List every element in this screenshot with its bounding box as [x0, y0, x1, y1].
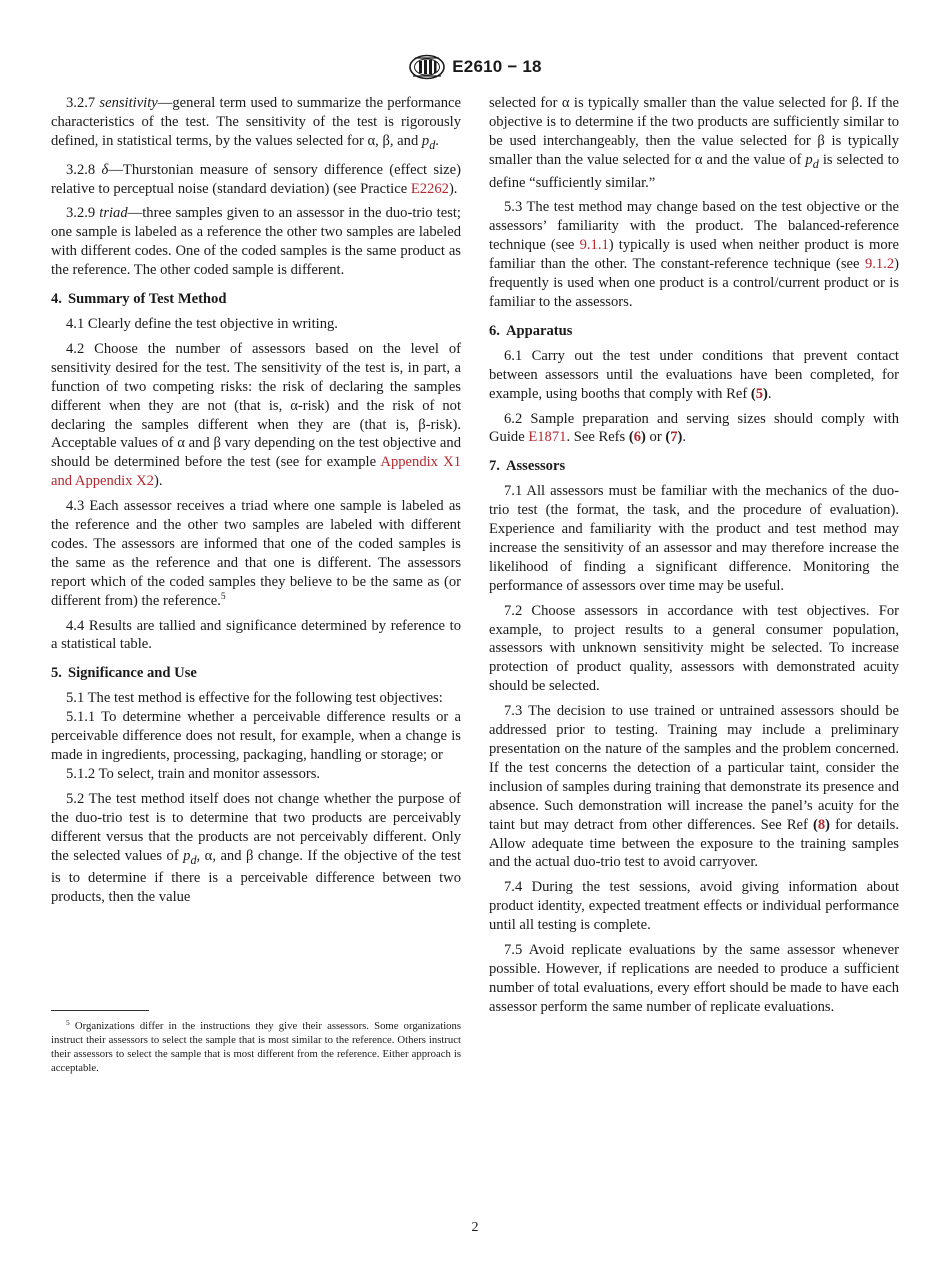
paragraph-6-2: 6.2 Sample preparation and serving sizes should comply with Guide E1871. See Refs (6) or (7).	[489, 410, 899, 446]
page-number: 2	[471, 1220, 479, 1235]
paragraph-4-3: 4.3 Each assessor receives a triad where one sample is labeled as the reference and the other two samples are labeled with different codes. The assessors are informed that one of the coded samples is the same as the reference and that one is different. The assessors report which of the coded samples they believe to be the same as (or different from) the reference.$^5$	[51, 498, 461, 609]
section-heading-7: 7. Assessors	[489, 458, 566, 475]
reference-5[interactable]: (5)	[750, 385, 768, 402]
paragraph-3-2-8: 3.2.8 δ—Thurstonian measure of sensory difference (effect size) relative to perceptual noise (standard deviation) (see Practice E2262).	[51, 161, 461, 197]
link-9-1-1[interactable]: 9.1.1	[579, 237, 609, 254]
paragraph-5-1-1: 5.1.1 To determine whether a perceivable difference results or a perceivable difference does not result, for example, when a change is made in ingredients, processing, packaging, handling or storage; or	[51, 709, 461, 763]
paragraph-4-4: 4.4 Results are tallied and significance determined by reference to a statistical table.	[51, 617, 461, 653]
link-e2262[interactable]: E2262	[410, 180, 449, 197]
reference-6[interactable]: (6)	[628, 429, 646, 446]
link-e1871[interactable]: E1871	[528, 429, 567, 446]
left-column	[51, 94, 461, 913]
paragraph-5-3: 5.3 The test method may change based on the test objective or the assessors’ familiarity with the product. The balanced-reference technique (see 9.1.1) typically is used when neither product is more familiar than the other. The constant-reference technique (see 9.1.2) frequently is used when one product is a control/current product or is familiar to the assessors.	[489, 199, 899, 310]
document-designation: E2610 − 18	[452, 57, 542, 76]
link-9-1-2[interactable]: 9.1.2	[864, 256, 895, 273]
paragraph-4-1: 4.1 Clearly define the test objective in writing.	[66, 315, 338, 332]
paragraph-3-2-9: 3.2.9 triad—three samples given to an assessor in the duo-trio test; one sample is labeled as a reference the other two samples are labeled with different codes. One of the coded samples is the same product as the reference. The other coded sample is different.	[51, 205, 461, 279]
astm-logo-icon	[408, 54, 446, 80]
link-appendix[interactable]: Appendix X1 and Appendix X2	[51, 454, 461, 490]
paragraph-5-2-continued: selected for α is typically smaller than the value selected for β. If the objective is to determine if the two products are sufficiently similar to be used interchangeably, then the value selected for β is typically smaller than the value selected for α and the value of $p_d$ is selected to define “sufficiently similar.”	[489, 95, 899, 191]
paragraph-5-1: 5.1 The test method is effective for the following test objectives:	[66, 690, 443, 707]
paragraph-3-2-7: 3.2.7 sensitivity—general term used to summarize the performance characteristics of the test. The sensitivity of the test is rigorously defined, in statistical terms, by the values selected for α, β, and $p_d$.	[51, 95, 461, 152]
paragraph-7-2: 7.2 Choose assessors in accordance with test objectives. For example, to project results to a general consumer population, assessors with unknown sensitivity might be selected. To increase protection of product quality, assessors with demonstrated acuity should be selected.	[489, 602, 899, 695]
paragraph-7-4: 7.4 During the test sessions, avoid giving information about product identity, expected treatment effects or individual performance until all testing is complete.	[489, 879, 899, 934]
reference-8[interactable]: (8)	[812, 816, 831, 833]
reference-7[interactable]: (7)	[665, 429, 683, 446]
paragraph-7-5: 7.5 Avoid replicate evaluations by the same assessor whenever possible. However, if replications are needed to produce a sufficient number of total evaluations, every effort should be made to have each assessor perform the same number of replicate evaluations.	[489, 942, 899, 1015]
footnote-rule	[51, 1010, 149, 1011]
page-header	[0, 54, 950, 84]
footnote: $^5$ Organizations differ in the instructions they give their assessors. Some organizations instruct their assessors to select the sample that is most similar to the reference. Others instruct their assessors to select the sample that is most different from the reference. Either approach is acceptable.	[51, 1018, 462, 1074]
footnote-mark[interactable]: 5	[220, 591, 226, 602]
paragraph-7-3: 7.3 The decision to use trained or untrained assessors should be addressed prior to testing. Training may include a preliminary presentation on the nature of the samples and the problem concerned. If the test concerns the detection of a particular taint, consider the inclusion of samples during training that demonstrate its presence and absence. Such demonstration will increase the panel’s acuity for the taint but may detract from other differences. See Ref (8) for details. Allow adequate time between the exposure to the training samples and the actual duo-trio test to avoid carryover.	[489, 703, 899, 871]
paragraph-5-2: 5.2 The test method itself does not change whether the purpose of the duo-trio test is to determine that two products are perceivably different versus that the products are not perceivably different. Only the selected values of $p_d$, α, and β change. If the objective of the test is to determine if there is a perceivable difference between two products, then the value	[51, 790, 461, 906]
paragraph-7-1: 7.1 All assessors must be familiar with the mechanics of the duo-trio test (the format, the task, and the procedure of evaluation). Experience and familiarity with the product and test method may increase the sensitivity of an assessor and may therefore increase the likelihood of finding a significant difference. Monitoring the performance of assessors over time may be useful.	[489, 483, 899, 594]
paragraph-6-1: 6.1 Carry out the test under conditions that prevent contact between assessors until the evaluations have been completed, for example, using booths that comply with Ref (5).	[489, 347, 899, 402]
right-column	[489, 94, 899, 1023]
paragraph-5-1-2: 5.1.2 To select, train and monitor assessors.	[66, 765, 321, 782]
section-heading-6: 6. Apparatus	[489, 322, 573, 339]
section-heading-4: 4. Summary of Test Method	[51, 291, 227, 308]
section-heading-5: 5. Significance and Use	[51, 665, 197, 682]
paragraph-4-2: 4.2 Choose the number of assessors based on the level of sensitivity desired for the test. The sensitivity of the test is, in part, a function of two competing risks: the risk of declaring the samples different when they are not (that is, α-risk) and the risk of not declaring the samples different when they are (that is, β-risk). Acceptable values of α and β vary depending on the test objective and should be determined before the test (see for example Appendix X1 and Appendix X2).	[51, 340, 461, 490]
